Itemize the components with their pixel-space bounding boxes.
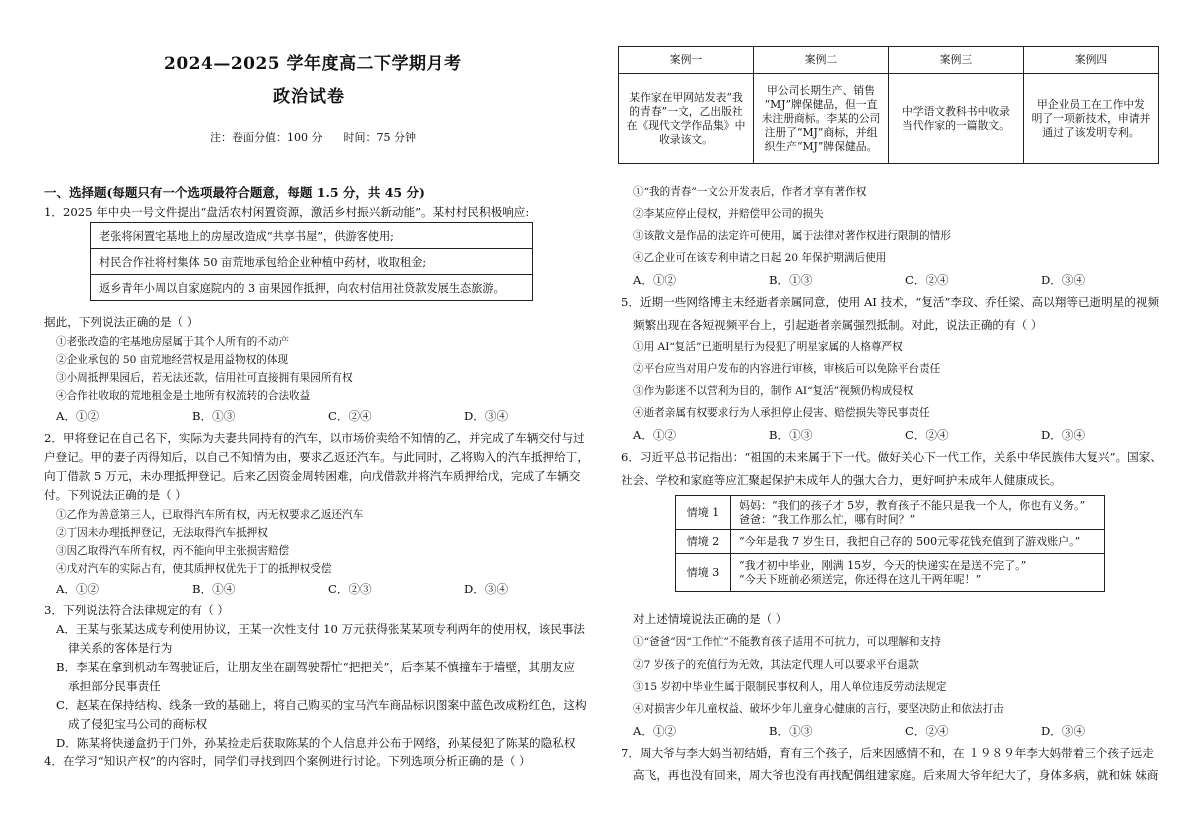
choice-a[interactable]: A．①② <box>633 428 677 442</box>
q6-choices <box>633 723 1177 739</box>
choice-b[interactable]: B．①③ <box>192 409 236 423</box>
q1-option: ②企业承包的 50 亩荒地经营权是用益物权的体现 <box>56 354 289 366</box>
choice-b[interactable]: B．①④ <box>192 582 236 596</box>
q3-line: B．李某在拿到机动车驾驶证后，让朋友坐在副驾驶帮忙“把把关”，后李某不慎撞车于墙壁，其朋友应 <box>56 660 575 674</box>
q1-box-line: 老张将闲置宅基地上的房屋改造成“共享书屋”，供游客使用; <box>91 223 533 249</box>
q3-line: C．赵某在保持结构、线条一致的基础上，将自己购买的宝马汽车商品标识图案中蓝色改成粉红色，这构 <box>56 698 587 712</box>
choice-b[interactable]: B．①③ <box>769 273 813 287</box>
section-heading: 一、选择题(每题只有一个选项最符合题意，每题 1.5 分，共 45 分) <box>44 185 425 200</box>
case-line: 织生产“MJ”牌保健品。 <box>764 139 878 153</box>
q5-choices <box>633 427 1177 443</box>
case-cell <box>1024 74 1159 164</box>
q6-line: 社会、学校和家庭等应汇聚起保护未成年人的强大合力，更好呵护未成年人健康成长。 <box>621 473 1062 487</box>
choice-b[interactable]: B．①③ <box>769 428 813 442</box>
situation-text <box>731 496 1105 530</box>
case-line: 中学语文教科书中收录 <box>902 104 1010 118</box>
choice-b[interactable]: B．①③ <box>769 724 813 738</box>
q5-option: ①用 AI“复活”已逝明星行为侵犯了明星家属的人格尊严权 <box>633 341 903 353</box>
case-table <box>618 46 1159 164</box>
exam-note: 注：卷面分值：100 分 时间：75 分钟 <box>210 131 416 144</box>
case-line: 甲企业员工在工作中发 <box>1037 97 1145 111</box>
q6-lead: 对上述情境说法正确的是（ ） <box>633 612 788 626</box>
q4-option: ①“我的青春”一文公开发表后，作者才享有著作权 <box>633 186 867 198</box>
q2-option: ①乙作为善意第三人，已取得汽车所有权，丙无权要求乙返还汽车 <box>56 509 364 521</box>
exam-title: 2024—2025 学年度高二下学期月考 <box>164 54 462 74</box>
q3-line: A．王某与张某达成专利使用协议，王某一次性支付 10 万元获得张某某项专利两年的使用权，该民事法 <box>56 622 586 636</box>
case-line: 在《现代文学作品集》中 <box>626 118 746 132</box>
situation-line: “今年是我 7 岁生日，我把自己存的 500元零花钱充值到了游戏账户。” <box>739 534 1081 548</box>
case-cell <box>754 74 889 164</box>
q4-option: ④乙企业可在该专利申请之日起 20 年保护期满后使用 <box>633 252 887 264</box>
case-line: 的青春”一文，乙出版社 <box>629 104 743 118</box>
choice-c[interactable]: C．②③ <box>328 582 372 596</box>
q6-option: ②7 岁孩子的充值行为无效，其法定代理人可以要求平台退款 <box>633 659 919 671</box>
case-line: 注册了“MJ”商标，并组 <box>764 125 878 139</box>
situation-text <box>731 530 1105 554</box>
q1-lead: 据此，下列说法正确的是（ ） <box>44 315 199 329</box>
q1-option: ③小周抵押果园后，若无法还款，信用社可直接拥有果园所有权 <box>56 372 353 384</box>
situation-label: 情境 3 <box>676 554 731 592</box>
choice-a[interactable]: A．①② <box>633 273 677 287</box>
q4-stem: 4．在学习“知识产权”的内容时，同学们寻找到四个案例进行讨论。下列选项分析正确的是（ ） <box>44 754 531 768</box>
case-line: 当代作家的一篇散文。 <box>902 118 1010 132</box>
q4-option: ③该散文是作品的法定许可使用，属于法律对著作权进行限制的情形 <box>633 230 951 242</box>
situation-text <box>731 554 1105 592</box>
case-header: 案例四 <box>1024 47 1159 74</box>
choice-c[interactable]: C．②④ <box>905 428 949 442</box>
case-cell <box>889 74 1024 164</box>
situation-line: “今天下班前必须送完，你还得在这儿干两年呢！” <box>739 572 982 586</box>
q3-stem: 3．下列说法符合法律规定的有（ ） <box>44 603 229 617</box>
q3-line: 成了侵犯宝马公司的商标权 <box>68 717 208 731</box>
choice-a[interactable]: A．①② <box>56 409 100 423</box>
q2-option: ④戊对汽车的实际占有，使其质押权优先于丁的抵押权受偿 <box>56 563 332 575</box>
q1-option: ④合作社收取的荒地租金是土地所有权流转的合法收益 <box>56 390 311 402</box>
choice-d[interactable]: D．③④ <box>464 409 509 423</box>
q7-line: 高飞，再也没有回来，周大爷也没有再找配偶组建家庭。后来周大爷年纪大了，身体多病，就和妹 妹商 <box>633 768 1159 782</box>
situation-table <box>675 495 1105 592</box>
q4-option: ②李某应停止侵权，并赔偿甲公司的损失 <box>633 208 824 220</box>
case-line: 收录该文。 <box>659 132 713 146</box>
q3-line: D．陈某将快递盒扔于门外，孙某捡走后获取陈某的个人信息并公布于网络，孙某侵犯了陈某的隐私权 <box>56 736 576 750</box>
q2-line: 2．甲将登记在自己名下，实际为夫妻共同持有的汽车，以市场价卖给不知情的乙，并完成了车辆交付与过 <box>44 431 585 445</box>
q6-line: 6．习近平总书记指出：“祖国的未来属于下一代。做好关心下一代工作，关系中华民族伟大复兴”。国家、 <box>621 450 1162 464</box>
q2-choices <box>56 581 600 597</box>
q2-line: 向丁借款 5 万元，未办理抵押登记。后来乙因资金周转困难，向戊借款并将汽车质押给戊，完成了车辆交 <box>44 469 581 483</box>
choice-d[interactable]: D．③④ <box>1041 428 1086 442</box>
case-header: 案例一 <box>619 47 754 74</box>
situation-line: 爸爸：“我工作那么忙，哪有时间？” <box>739 512 916 526</box>
q5-option: ③作为影迷不以营利为目的，制作 AI“复活”视频仍构成侵权 <box>633 385 914 397</box>
case-line: 某作家在甲网站发表“我 <box>629 90 743 104</box>
q1-box-line: 村民合作社将村集体 50 亩荒地承包给企业种植中药材，收取租金; <box>91 249 533 275</box>
choice-a[interactable]: A．①② <box>56 582 100 596</box>
situation-line: “我才初中毕业，刚满 15岁，今天的快递实在是送不完了。” <box>739 558 1027 572</box>
q6-option: ④对损害少年儿童权益、破坏少年儿童身心健康的言行，要坚决防止和依法打击 <box>633 703 1004 715</box>
q1-box <box>90 222 533 301</box>
situation-line: 妈妈：“我们的孩子才 5岁，教育孩子不能只是我一个人，你也有义务。” <box>739 498 1086 512</box>
q5-option: ②平台应当对用户发布的内容进行审核，审核后可以免除平台责任 <box>633 363 941 375</box>
q1-box-line: 返乡青年小周以自家庭院内的 3 亩果园作抵押，向农村信用社贷款发展生态旅游。 <box>91 275 533 301</box>
choice-d[interactable]: D．③④ <box>1041 273 1086 287</box>
case-header: 案例三 <box>889 47 1024 74</box>
q5-line: 5．近期一些网络博主未经逝者亲属同意，使用 AI 技术，“复活”李玟、乔任梁、高以翔等已逝明星的视频 <box>621 295 1160 309</box>
choice-c[interactable]: C．②④ <box>905 724 949 738</box>
q1-option: ①老张改造的宅基地房屋属于其个人所有的不动产 <box>56 336 290 348</box>
case-line: 甲公司长期生产、销售 <box>767 83 875 97</box>
exam-subtitle: 政治试卷 <box>273 87 345 107</box>
case-line: 未注册商标。李某的公司 <box>761 111 881 125</box>
q4-choices <box>633 272 1177 288</box>
q6-option: ①“爸爸”因“工作忙”不能教育孩子适用不可抗力，可以理解和支持 <box>633 636 941 648</box>
q3-line: 律关系的客体是行为 <box>68 641 173 655</box>
choice-d[interactable]: D．③④ <box>1041 724 1086 738</box>
situation-label: 情境 2 <box>676 530 731 554</box>
case-line: 明了一项新技术，申请并 <box>1031 111 1151 125</box>
q2-option: ③因乙取得汽车所有权，丙不能向甲主张损害赔偿 <box>56 545 290 557</box>
q1-choices <box>56 408 600 424</box>
case-cell <box>619 74 754 164</box>
choice-c[interactable]: C．②④ <box>905 273 949 287</box>
situation-label: 情境 1 <box>676 496 731 530</box>
case-header: 案例二 <box>754 47 889 74</box>
choice-c[interactable]: C．②④ <box>328 409 372 423</box>
q5-option: ④逝者亲属有权要求行为人承担停止侵害、赔偿损失等民事责任 <box>633 407 930 419</box>
q7-line: 7．周大爷与李大妈当初结婚，育有三个孩子，后来因感情不和，在 １９８９年李大妈带着三个孩子远走 <box>621 746 1154 760</box>
q1-stem: 1．2025 年中央一号文件提出“盘活农村闲置资源，激活乡村振兴新动能”。某村村民积极响应: <box>44 205 530 219</box>
q3-line: 承担部分民事责任 <box>68 679 161 693</box>
case-line: “MJ”牌保健品，但一直 <box>764 97 878 111</box>
q2-line: 户登记。甲的妻子丙得知后，以自己不知情为由，要求乙返还汽车。与此同时，乙将购入的汽车抵押给丁， <box>44 450 589 464</box>
choice-d[interactable]: D．③④ <box>464 582 509 596</box>
q6-option: ③15 岁初中毕业生属于限制民事权利人，用人单位违反劳动法规定 <box>633 681 947 693</box>
q2-line: 付。下列说法正确的是（ ） <box>44 488 187 502</box>
choice-a[interactable]: A．①② <box>633 724 677 738</box>
q2-option: ②丁因未办理抵押登记，无法取得汽车抵押权 <box>56 527 268 539</box>
q5-line: 频繁出现在各短视频平台上，引起逝者亲属强烈抵制。对此，说法正确的有（ ） <box>633 318 1043 332</box>
case-line: 通过了该发明专利。 <box>1042 125 1140 139</box>
